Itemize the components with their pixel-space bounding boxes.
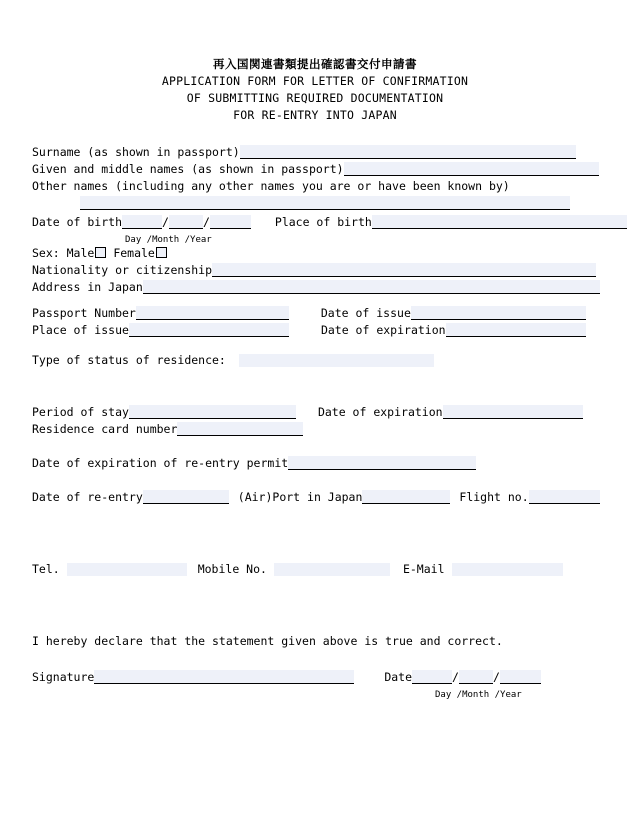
- airport-input[interactable]: [362, 490, 450, 504]
- other-names-input-row: [32, 196, 598, 215]
- given-names-label: Given and middle names (as shown in passport): [32, 162, 344, 176]
- date-of-reentry-input[interactable]: [143, 490, 229, 504]
- email-input[interactable]: [452, 563, 563, 576]
- passport-number-row: [32, 306, 598, 323]
- airport-label: (Air)Port in Japan: [237, 490, 363, 504]
- nationality-row: [32, 263, 598, 280]
- date-caption: Day /Month /Year: [435, 690, 522, 700]
- reentry-permit-expiration-row: [32, 456, 598, 490]
- place-of-issue-row: [32, 323, 598, 353]
- mobile-input[interactable]: [274, 563, 390, 576]
- passport-number-input[interactable]: [136, 306, 289, 320]
- dob-day-input[interactable]: [122, 215, 162, 229]
- status-of-residence-label: Type of status of residence:: [32, 353, 226, 367]
- date-of-reentry-label: Date of re-entry: [32, 490, 143, 504]
- date-of-birth-label: Date of birth: [32, 215, 123, 229]
- title-japanese: 再入国関連書類提出確認書交付申請書: [213, 57, 417, 71]
- date-month-input[interactable]: [459, 670, 493, 684]
- title-english-line-1: APPLICATION FORM FOR LETTER OF CONFIRMATION: [161, 74, 469, 88]
- flight-no-label: Flight no.: [459, 490, 529, 504]
- declaration-row: [32, 634, 598, 670]
- period-expiration-input[interactable]: [443, 405, 583, 419]
- birth-row: [32, 215, 598, 232]
- date-caption-row: [32, 687, 598, 701]
- reentry-details-row: [32, 490, 598, 562]
- passport-expiration-input[interactable]: [446, 323, 586, 337]
- sex-row: [32, 246, 598, 263]
- other-names-label: Other names (including any other names you are or have been known by): [32, 179, 510, 193]
- signature-label: Signature: [32, 670, 95, 684]
- title-english-line-3: FOR RE-ENTRY INTO JAPAN: [233, 108, 397, 122]
- passport-expiration-label: Date of expiration: [320, 323, 446, 337]
- reentry-permit-expiration-input[interactable]: [288, 456, 476, 470]
- period-expiration-label: Date of expiration: [317, 405, 443, 419]
- period-of-stay-label: Period of stay: [32, 405, 129, 419]
- date-day-input[interactable]: [412, 670, 452, 684]
- contact-row: [32, 562, 598, 634]
- tel-label: Tel.: [32, 562, 60, 576]
- sex-male-checkbox[interactable]: [95, 247, 106, 258]
- sex-female-label: Female: [113, 246, 155, 260]
- other-names-label-row: [32, 179, 598, 196]
- address-input[interactable]: [143, 280, 600, 294]
- sex-male-label: Sex: Male: [32, 246, 95, 260]
- passport-number-label: Passport Number: [32, 306, 136, 320]
- email-label: E-Mail: [402, 562, 445, 576]
- signature-row: [32, 670, 598, 687]
- date-separator-1: /: [452, 670, 459, 684]
- dob-caption: Day /Month /Year: [125, 235, 212, 245]
- place-of-birth-label: Place of birth: [274, 215, 372, 229]
- title-english-line-2: OF SUBMITTING REQUIRED DOCUMENTATION: [186, 91, 444, 105]
- nationality-input[interactable]: [212, 263, 596, 277]
- declaration-text: I hereby declare that the statement given above is true and correct.: [32, 634, 503, 648]
- status-of-residence-row: [32, 353, 598, 405]
- surname-label: Surname (as shown in passport): [32, 145, 240, 159]
- period-of-stay-row: [32, 405, 598, 422]
- given-names-input[interactable]: [344, 162, 599, 176]
- sex-female-checkbox[interactable]: [156, 247, 167, 258]
- dob-month-input[interactable]: [169, 215, 203, 229]
- residence-card-input[interactable]: [177, 422, 303, 436]
- nationality-label: Nationality or citizenship: [32, 263, 213, 277]
- period-of-stay-input[interactable]: [129, 405, 296, 419]
- status-of-residence-input[interactable]: [239, 354, 434, 367]
- reentry-permit-expiration-label: Date of expiration of re-entry permit: [32, 456, 289, 470]
- dob-separator-1: /: [162, 215, 169, 229]
- place-of-issue-input[interactable]: [129, 323, 289, 337]
- address-row: [32, 280, 598, 306]
- tel-input[interactable]: [67, 563, 187, 576]
- residence-card-row: [32, 422, 598, 456]
- date-separator-2: /: [492, 670, 500, 684]
- place-of-issue-label: Place of issue: [32, 323, 129, 337]
- dob-caption-row: [32, 232, 598, 246]
- form-body: [32, 145, 598, 701]
- form-title-block: [0, 56, 630, 124]
- flight-no-input[interactable]: [529, 490, 600, 504]
- other-names-input[interactable]: [80, 196, 570, 210]
- surname-row: [32, 145, 598, 162]
- mobile-label: Mobile No.: [197, 562, 267, 576]
- date-label: Date: [384, 670, 413, 684]
- given-names-row: [32, 162, 598, 179]
- signature-input[interactable]: [94, 670, 354, 684]
- address-label: Address in Japan: [32, 280, 143, 294]
- date-year-input[interactable]: [500, 670, 541, 684]
- dob-separator-2: /: [202, 215, 210, 229]
- date-of-issue-label: Date of issue: [320, 306, 411, 320]
- date-of-issue-input[interactable]: [411, 306, 586, 320]
- place-of-birth-input[interactable]: [372, 215, 627, 229]
- surname-input[interactable]: [240, 145, 576, 159]
- residence-card-label: Residence card number: [32, 422, 178, 436]
- dob-year-input[interactable]: [210, 215, 251, 229]
